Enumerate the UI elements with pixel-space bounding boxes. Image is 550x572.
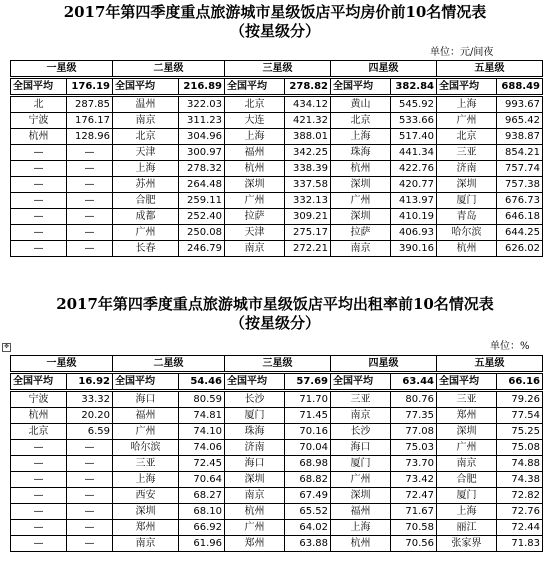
city-cell: 上海 xyxy=(331,520,391,536)
national-average-label: 全国平均 xyxy=(113,78,179,96)
star-band-header: 三星级 xyxy=(225,61,331,78)
value-cell: 390.16 xyxy=(391,241,437,257)
value-cell: 74.81 xyxy=(179,408,225,424)
city-cell: 海口 xyxy=(331,440,391,456)
city-cell: 杭州 xyxy=(225,504,285,520)
national-average-label: 全国平均 xyxy=(113,373,179,391)
value-cell: — xyxy=(67,225,113,241)
value-cell: 309.21 xyxy=(285,209,331,225)
value-cell: — xyxy=(67,241,113,257)
city-cell: 温州 xyxy=(113,96,179,113)
table-row xyxy=(11,177,543,193)
table-row xyxy=(11,96,543,113)
table-row xyxy=(11,129,543,145)
city-cell: 郑州 xyxy=(437,408,497,424)
value-cell: 70.16 xyxy=(285,424,331,440)
value-cell: 272.21 xyxy=(285,241,331,257)
city-cell: 上海 xyxy=(437,96,497,113)
city-cell: — xyxy=(11,241,67,257)
star-band-header: 四星级 xyxy=(331,61,437,78)
value-cell: 422.76 xyxy=(391,161,437,177)
city-cell: 杭州 xyxy=(437,241,497,257)
value-cell: 420.77 xyxy=(391,177,437,193)
city-cell: 合肥 xyxy=(113,193,179,209)
city-cell: 杭州 xyxy=(331,161,391,177)
star-band-header: 一星级 xyxy=(11,61,113,78)
value-cell: — xyxy=(67,456,113,472)
city-cell: 长沙 xyxy=(225,391,285,408)
city-cell: 上海 xyxy=(331,129,391,145)
city-cell: 三亚 xyxy=(331,391,391,408)
value-cell: 545.92 xyxy=(391,96,437,113)
city-cell: 厦门 xyxy=(331,456,391,472)
value-cell: 342.25 xyxy=(285,145,331,161)
value-cell: 332.13 xyxy=(285,193,331,209)
national-average-value: 63.44 xyxy=(391,373,437,391)
table-row xyxy=(11,209,543,225)
value-cell: 71.45 xyxy=(285,408,331,424)
city-cell: — xyxy=(11,161,67,177)
value-cell: — xyxy=(67,177,113,193)
city-cell: 西安 xyxy=(113,488,179,504)
value-cell: 413.97 xyxy=(391,193,437,209)
value-cell: 264.48 xyxy=(179,177,225,193)
national-average-label: 全国平均 xyxy=(331,78,391,96)
city-cell: 深圳 xyxy=(113,504,179,520)
value-cell: 68.27 xyxy=(179,488,225,504)
value-cell: — xyxy=(67,520,113,536)
city-cell: 哈尔滨 xyxy=(113,440,179,456)
city-cell: 上海 xyxy=(113,472,179,488)
value-cell: — xyxy=(67,488,113,504)
city-cell: 北京 xyxy=(331,113,391,129)
city-cell: 福州 xyxy=(113,408,179,424)
city-cell: 天津 xyxy=(225,225,285,241)
city-cell: 南京 xyxy=(225,241,285,257)
value-cell: — xyxy=(67,440,113,456)
city-cell: 深圳 xyxy=(437,177,497,193)
city-cell: 广州 xyxy=(331,193,391,209)
city-cell: 南京 xyxy=(113,113,179,129)
table-row xyxy=(11,161,543,177)
value-cell: 74.88 xyxy=(497,456,543,472)
city-cell: 苏州 xyxy=(113,177,179,193)
value-cell: 72.47 xyxy=(391,488,437,504)
value-cell: 70.56 xyxy=(391,536,437,552)
city-cell: 广州 xyxy=(331,472,391,488)
city-cell: — xyxy=(11,504,67,520)
city-cell: 北京 xyxy=(225,96,285,113)
value-cell: 72.45 xyxy=(179,456,225,472)
value-cell: 300.97 xyxy=(179,145,225,161)
value-cell: 410.19 xyxy=(391,209,437,225)
city-cell: 三亚 xyxy=(437,391,497,408)
star-band-header: 五星级 xyxy=(437,61,543,78)
value-cell: 80.76 xyxy=(391,391,437,408)
city-cell: 深圳 xyxy=(331,177,391,193)
move-handle-icon[interactable]: ✥ xyxy=(3,343,10,350)
city-cell: 哈尔滨 xyxy=(437,225,497,241)
table-row xyxy=(11,113,543,129)
national-average-value: 176.19 xyxy=(67,78,113,96)
table-row xyxy=(11,225,543,241)
city-cell: 福州 xyxy=(331,504,391,520)
value-cell: — xyxy=(67,145,113,161)
table-row xyxy=(11,488,543,504)
star-band-header: 三星级 xyxy=(225,356,331,373)
city-cell: 上海 xyxy=(113,161,179,177)
city-cell: 广州 xyxy=(437,440,497,456)
star-band-header: 二星级 xyxy=(113,61,225,78)
city-cell: 张家界 xyxy=(437,536,497,552)
table2-title: 2017年第四季度重点旅游城市星级饭店平均出租率前10名情况表 xyxy=(56,295,494,313)
national-average-value: 688.49 xyxy=(497,78,543,96)
table2-occupancy-rate xyxy=(10,355,543,552)
city-cell: 杭州 xyxy=(11,129,67,145)
value-cell: 61.96 xyxy=(179,536,225,552)
value-cell: 33.32 xyxy=(67,391,113,408)
value-cell: 517.40 xyxy=(391,129,437,145)
city-cell: 北京 xyxy=(437,129,497,145)
table2-unit: 单位：% xyxy=(490,341,530,352)
value-cell: 72.82 xyxy=(497,488,543,504)
national-average-value: 54.46 xyxy=(179,373,225,391)
table1-title: 2017年第四季度重点旅游城市星级饭店平均房价前10名情况表 xyxy=(63,3,487,21)
city-cell: — xyxy=(11,177,67,193)
city-cell: 深圳 xyxy=(225,472,285,488)
value-cell: 252.40 xyxy=(179,209,225,225)
city-cell: 三亚 xyxy=(437,145,497,161)
city-cell: 深圳 xyxy=(437,424,497,440)
national-average-label: 全国平均 xyxy=(331,373,391,391)
city-cell: 深圳 xyxy=(225,177,285,193)
city-cell: 三亚 xyxy=(113,456,179,472)
star-band-header: 五星级 xyxy=(437,356,543,373)
table-row xyxy=(11,424,543,440)
city-cell: 郑州 xyxy=(225,536,285,552)
city-cell: 拉萨 xyxy=(225,209,285,225)
value-cell: 406.93 xyxy=(391,225,437,241)
city-cell: — xyxy=(11,209,67,225)
value-cell: — xyxy=(67,472,113,488)
value-cell: 337.58 xyxy=(285,177,331,193)
value-cell: 72.76 xyxy=(497,504,543,520)
value-cell: 6.59 xyxy=(67,424,113,440)
value-cell: 644.25 xyxy=(497,225,543,241)
value-cell: 77.35 xyxy=(391,408,437,424)
city-cell: — xyxy=(11,145,67,161)
city-cell: 海口 xyxy=(225,456,285,472)
star-band-header: 一星级 xyxy=(11,356,113,373)
city-cell: 宁波 xyxy=(11,113,67,129)
value-cell: 67.49 xyxy=(285,488,331,504)
city-cell: 长春 xyxy=(113,241,179,257)
city-cell: 广州 xyxy=(225,193,285,209)
table-row xyxy=(11,504,543,520)
city-cell: 杭州 xyxy=(225,161,285,177)
table-row xyxy=(11,472,543,488)
value-cell: 338.39 xyxy=(285,161,331,177)
value-cell: — xyxy=(67,536,113,552)
value-cell: 854.21 xyxy=(497,145,543,161)
city-cell: 郑州 xyxy=(113,520,179,536)
city-cell: 珠海 xyxy=(331,145,391,161)
value-cell: 626.02 xyxy=(497,241,543,257)
city-cell: 杭州 xyxy=(11,408,67,424)
city-cell: 青岛 xyxy=(437,209,497,225)
value-cell: — xyxy=(67,209,113,225)
value-cell: 311.23 xyxy=(179,113,225,129)
national-average-value: 216.89 xyxy=(179,78,225,96)
city-cell: 深圳 xyxy=(331,209,391,225)
city-cell: 大连 xyxy=(225,113,285,129)
national-average-label: 全国平均 xyxy=(225,78,285,96)
value-cell: 388.01 xyxy=(285,129,331,145)
value-cell: 421.32 xyxy=(285,113,331,129)
value-cell: 938.87 xyxy=(497,129,543,145)
city-cell: 丽江 xyxy=(437,520,497,536)
value-cell: 993.67 xyxy=(497,96,543,113)
value-cell: — xyxy=(67,504,113,520)
table1-room-rate xyxy=(10,60,543,257)
national-average-value: 16.92 xyxy=(67,373,113,391)
city-cell: 济南 xyxy=(437,161,497,177)
city-cell: 厦门 xyxy=(437,193,497,209)
city-cell: — xyxy=(11,225,67,241)
national-average-value: 57.69 xyxy=(285,373,331,391)
value-cell: 71.67 xyxy=(391,504,437,520)
table-row xyxy=(11,193,543,209)
value-cell: 68.98 xyxy=(285,456,331,472)
national-average-label: 全国平均 xyxy=(225,373,285,391)
table-row xyxy=(11,440,543,456)
value-cell: 77.08 xyxy=(391,424,437,440)
value-cell: 278.32 xyxy=(179,161,225,177)
value-cell: 71.83 xyxy=(497,536,543,552)
value-cell: 246.79 xyxy=(179,241,225,257)
national-average-label: 全国平均 xyxy=(437,78,497,96)
city-cell: 南京 xyxy=(225,488,285,504)
table-row xyxy=(11,456,543,472)
national-average-value: 66.16 xyxy=(497,373,543,391)
value-cell: 176.17 xyxy=(67,113,113,129)
national-average-label: 全国平均 xyxy=(11,373,67,391)
value-cell: 80.59 xyxy=(179,391,225,408)
city-cell: 福州 xyxy=(225,145,285,161)
city-cell: 成都 xyxy=(113,209,179,225)
city-cell: — xyxy=(11,456,67,472)
star-band-header: 四星级 xyxy=(331,356,437,373)
value-cell: 74.38 xyxy=(497,472,543,488)
value-cell: 304.96 xyxy=(179,129,225,145)
value-cell: 73.42 xyxy=(391,472,437,488)
star-band-header: 二星级 xyxy=(113,356,225,373)
city-cell: 深圳 xyxy=(331,488,391,504)
value-cell: 287.85 xyxy=(67,96,113,113)
city-cell: 厦门 xyxy=(225,408,285,424)
national-average-value: 382.84 xyxy=(391,78,437,96)
table1-subtitle: （按星级分） xyxy=(229,22,320,40)
value-cell: 73.70 xyxy=(391,456,437,472)
city-cell: 南京 xyxy=(437,456,497,472)
city-cell: — xyxy=(11,440,67,456)
value-cell: 20.20 xyxy=(67,408,113,424)
city-cell: 合肥 xyxy=(437,472,497,488)
city-cell: 广州 xyxy=(113,424,179,440)
value-cell: 72.44 xyxy=(497,520,543,536)
national-average-label: 全国平均 xyxy=(437,373,497,391)
table-row xyxy=(11,241,543,257)
value-cell: 441.34 xyxy=(391,145,437,161)
city-cell: 珠海 xyxy=(225,424,285,440)
city-cell: 北京 xyxy=(11,424,67,440)
value-cell: 75.03 xyxy=(391,440,437,456)
city-cell: 天津 xyxy=(113,145,179,161)
value-cell: — xyxy=(67,193,113,209)
city-cell: 杭州 xyxy=(331,536,391,552)
city-cell: 广州 xyxy=(225,520,285,536)
table2-subtitle: （按星级分） xyxy=(229,314,320,332)
city-cell: 上海 xyxy=(437,504,497,520)
city-cell: 济南 xyxy=(225,440,285,456)
city-cell: 厦门 xyxy=(437,488,497,504)
city-cell: 海口 xyxy=(113,391,179,408)
value-cell: 250.08 xyxy=(179,225,225,241)
city-cell: 南京 xyxy=(331,408,391,424)
value-cell: 75.08 xyxy=(497,440,543,456)
value-cell: 79.26 xyxy=(497,391,543,408)
value-cell: 68.10 xyxy=(179,504,225,520)
city-cell: 北京 xyxy=(113,129,179,145)
value-cell: 63.88 xyxy=(285,536,331,552)
city-cell: — xyxy=(11,520,67,536)
value-cell: 533.66 xyxy=(391,113,437,129)
city-cell: 拉萨 xyxy=(331,225,391,241)
value-cell: 70.64 xyxy=(179,472,225,488)
value-cell: 77.54 xyxy=(497,408,543,424)
city-cell: — xyxy=(11,193,67,209)
value-cell: 65.52 xyxy=(285,504,331,520)
value-cell: 128.96 xyxy=(67,129,113,145)
value-cell: 64.02 xyxy=(285,520,331,536)
city-cell: 广州 xyxy=(437,113,497,129)
city-cell: 长沙 xyxy=(331,424,391,440)
table-row xyxy=(11,391,543,408)
value-cell: 74.06 xyxy=(179,440,225,456)
city-cell: 宁波 xyxy=(11,391,67,408)
value-cell: 965.42 xyxy=(497,113,543,129)
value-cell: 66.92 xyxy=(179,520,225,536)
city-cell: 南京 xyxy=(113,536,179,552)
city-cell: 黄山 xyxy=(331,96,391,113)
value-cell: 74.10 xyxy=(179,424,225,440)
national-average-label: 全国平均 xyxy=(11,78,67,96)
value-cell: 757.38 xyxy=(497,177,543,193)
table-row xyxy=(11,408,543,424)
city-cell: 广州 xyxy=(113,225,179,241)
city-cell: — xyxy=(11,536,67,552)
value-cell: 259.11 xyxy=(179,193,225,209)
value-cell: 757.74 xyxy=(497,161,543,177)
value-cell: 434.12 xyxy=(285,96,331,113)
city-cell: 南京 xyxy=(331,241,391,257)
value-cell: 70.04 xyxy=(285,440,331,456)
value-cell: 71.70 xyxy=(285,391,331,408)
table-row xyxy=(11,145,543,161)
value-cell: 68.82 xyxy=(285,472,331,488)
national-average-value: 278.82 xyxy=(285,78,331,96)
value-cell: — xyxy=(67,161,113,177)
value-cell: 322.03 xyxy=(179,96,225,113)
value-cell: 646.18 xyxy=(497,209,543,225)
value-cell: 676.73 xyxy=(497,193,543,209)
value-cell: 75.25 xyxy=(497,424,543,440)
city-cell: — xyxy=(11,472,67,488)
city-cell: — xyxy=(11,488,67,504)
city-cell: 上海 xyxy=(225,129,285,145)
city-cell: 北 xyxy=(11,96,67,113)
table-row xyxy=(11,536,543,552)
value-cell: 275.17 xyxy=(285,225,331,241)
value-cell: 70.58 xyxy=(391,520,437,536)
table-row xyxy=(11,520,543,536)
table1-unit: 单位：元/间夜 xyxy=(430,47,494,58)
